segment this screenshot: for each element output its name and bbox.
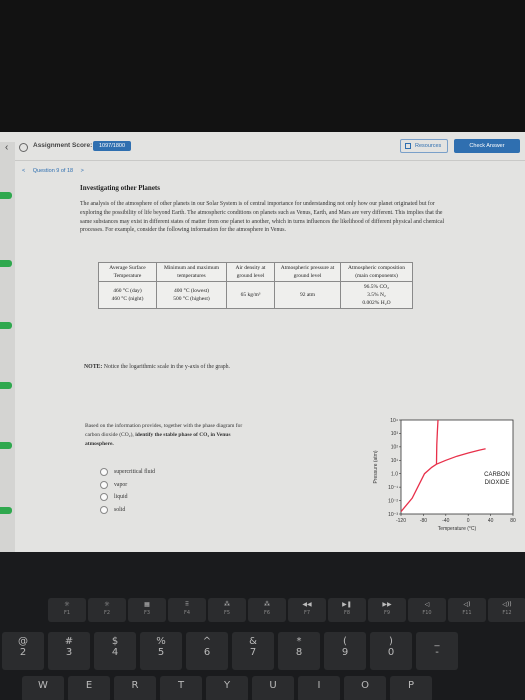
x-tick-label: -120 (395, 518, 407, 524)
option-liquid[interactable] (100, 491, 155, 504)
browser-screen (0, 132, 525, 552)
x-axis-label: Temperature (°C) (437, 526, 477, 532)
resources-icon (405, 143, 411, 149)
function-key-label: F1 (63, 610, 71, 616)
back-chevron-icon[interactable]: ‹ (5, 142, 9, 153)
number-key[interactable]: @ 2 (2, 632, 44, 670)
y-tick-label: 10⁻³ (388, 511, 398, 518)
sidebar-marker[interactable] (0, 507, 12, 514)
left-sidebar (0, 142, 15, 552)
table-cell (157, 282, 227, 309)
function-key[interactable]: ◁)) F12 (488, 598, 525, 622)
radio-button[interactable] (100, 493, 108, 501)
table-row (99, 282, 413, 309)
number-key[interactable]: * 8 (278, 632, 320, 670)
resources-label: Resources (415, 143, 442, 149)
laptop-keyboard (0, 552, 525, 700)
next-question-button[interactable]: > (80, 168, 84, 174)
sidebar-marker[interactable] (0, 260, 12, 267)
co2-phase-diagram (367, 414, 517, 532)
function-key-label: F5 (223, 610, 231, 616)
table-cell: 65 kg/m³ (227, 282, 275, 309)
resources-button[interactable] (400, 139, 448, 153)
note-label: NOTE: (84, 364, 103, 370)
prompt-bold-text: identify the stable phase of CO₂ in Venus atmosphere. (85, 432, 231, 447)
function-key[interactable]: ☼ F2 (88, 598, 126, 622)
x-tick-label: 80 (510, 518, 516, 524)
y-tick-label: 10⁻¹ (388, 484, 398, 491)
graph-note (84, 364, 230, 370)
table-header-row (99, 263, 413, 282)
table-header: Atmospheric composition (main components) (341, 263, 413, 282)
cell-line: 3.5% N₂ (367, 292, 386, 298)
prev-question-button[interactable]: < (22, 168, 26, 174)
table-cell (99, 282, 157, 309)
y-tick-label: 10³ (390, 431, 398, 438)
score-info-icon[interactable] (19, 143, 28, 152)
radio-button[interactable] (100, 468, 108, 476)
cell-line: 400 °C (lowest) (174, 288, 209, 294)
function-key[interactable]: ⁂ F6 (248, 598, 286, 622)
option-label: solid (114, 506, 126, 513)
letter-key[interactable]: R (114, 676, 156, 700)
function-key-label: F3 (143, 610, 151, 616)
function-key[interactable]: ☼ F1 (48, 598, 86, 622)
radio-button[interactable] (100, 481, 108, 489)
letter-key[interactable]: E (68, 676, 110, 700)
function-key[interactable]: ▶▶ F9 (368, 598, 406, 622)
assignment-score-value: 1097/1800 (93, 141, 131, 151)
function-key-label: F12 (502, 610, 512, 616)
y-tick-label: 1.0 (391, 471, 398, 478)
x-tick-label: -40 (442, 518, 450, 524)
table-header: Average Surface Temperature (99, 263, 157, 282)
option-label: supercritical fluid (114, 469, 156, 476)
table-cell: 92 atm (275, 282, 341, 309)
cell-line: 460 °C (night) (111, 296, 144, 302)
toolbar-divider (15, 160, 525, 161)
letter-key[interactable]: U (252, 676, 294, 700)
function-key[interactable]: ⁂ F5 (208, 598, 246, 622)
check-answer-button[interactable]: Check Answer (454, 139, 520, 153)
cell-line: 460 °C (day) (113, 288, 142, 294)
sidebar-marker[interactable] (0, 322, 12, 329)
x-tick-label: -80 (419, 518, 428, 524)
function-key[interactable]: ⠿ F4 (168, 598, 206, 622)
question-navigation (22, 168, 90, 174)
y-tick-label: 10⁴ (390, 417, 398, 424)
prompt-text: Based on the information provides, together with the phase diagram for carbon dioxide (CO₂), (85, 423, 243, 438)
function-key[interactable]: ◁) F11 (448, 598, 486, 622)
number-key[interactable]: $ 4 (94, 632, 136, 670)
option-label: vapor (114, 481, 128, 488)
table-header: Minimum and maximum temperatures (157, 263, 227, 282)
number-key[interactable]: ^ 6 (186, 632, 228, 670)
assignment-score-label: Assignment Score: (33, 142, 93, 149)
monitor-bezel (0, 0, 525, 132)
number-key[interactable]: & 7 (232, 632, 274, 670)
x-tick-label: 40 (487, 518, 494, 524)
cell-line: 96.5% CO₂ (363, 284, 390, 290)
number-key[interactable]: % 5 (140, 632, 182, 670)
letter-key[interactable]: O (344, 676, 386, 700)
letter-key[interactable]: P (390, 676, 432, 700)
question-title: Investigating other Planets (80, 184, 160, 192)
function-key-label: F9 (383, 610, 391, 616)
cell-line: 0.002% H₂O (362, 300, 391, 306)
function-key-label: F10 (422, 610, 432, 616)
assignment-toolbar (5, 138, 525, 158)
x-tick-label: 0 (466, 518, 470, 524)
question-counter: Question 9 of 18 (32, 168, 74, 174)
sidebar-marker[interactable] (0, 442, 12, 449)
number-key[interactable]: # 3 (48, 632, 90, 670)
venus-atmosphere-table (98, 262, 413, 309)
plot-area (401, 420, 513, 514)
option-label: liquid (114, 494, 128, 501)
function-key-label: F2 (103, 610, 111, 616)
number-key[interactable]: _ - (416, 632, 458, 670)
function-key[interactable]: ◁ F10 (408, 598, 446, 622)
chart-annotation: CARBON (484, 472, 510, 478)
function-key[interactable]: ▶❚ F8 (328, 598, 366, 622)
option-supercritical-fluid[interactable] (100, 466, 155, 479)
table-header: Air density at ground level (227, 263, 275, 282)
cell-line: 500 °C (highest) (173, 296, 210, 302)
function-key[interactable]: ▦ F3 (128, 598, 166, 622)
table-header: Atmospheric pressure at ground level (275, 263, 341, 282)
y-tick-label: 10⁻² (388, 498, 398, 505)
option-solid[interactable] (100, 504, 155, 517)
note-text: Notice the logarithmic scale in the y-axis of the graph. (102, 364, 231, 370)
letter-key[interactable]: I (298, 676, 340, 700)
number-key[interactable]: ) 0 (370, 632, 412, 670)
radio-button[interactable] (100, 506, 108, 514)
function-key-label: F7 (303, 610, 311, 616)
chart-annotation: DIOXIDE (484, 480, 510, 486)
y-tick-label: 10¹ (390, 458, 398, 465)
table-cell (341, 282, 413, 309)
function-key[interactable]: ◀◀ F7 (288, 598, 326, 622)
question-paragraph: The analysis of the atmosphere of other planets in our Solar System is of central importance for understanding not only how our planet originated but for exploring the possibility of life beyond Earth. The atmospheric conditions on planets such as Venus, Earth, and Mars are very different. This implies that the same substances may exist in different states of matter from one planet to another, which in turns influences the likelihood of different physical and chemical processes. For example, consider the following information for the atmosphere in Venus. (80, 201, 445, 234)
y-tick-label: 10² (390, 444, 398, 451)
function-key-label: F8 (343, 610, 351, 616)
number-key[interactable]: ( 9 (324, 632, 366, 670)
function-key-label: F11 (462, 610, 472, 616)
letter-key[interactable]: T (160, 676, 202, 700)
function-key-label: F4 (183, 610, 191, 616)
y-axis-label: Pressure (atm) (373, 450, 379, 484)
sidebar-marker[interactable] (0, 192, 12, 199)
sidebar-marker[interactable] (0, 382, 12, 389)
function-key-label: F6 (263, 610, 271, 616)
question-prompt (85, 422, 245, 449)
letter-key[interactable]: Y (206, 676, 248, 700)
option-vapor[interactable] (100, 479, 155, 492)
answer-options (100, 466, 155, 516)
letter-key[interactable]: W (22, 676, 64, 700)
question-content (80, 184, 516, 532)
